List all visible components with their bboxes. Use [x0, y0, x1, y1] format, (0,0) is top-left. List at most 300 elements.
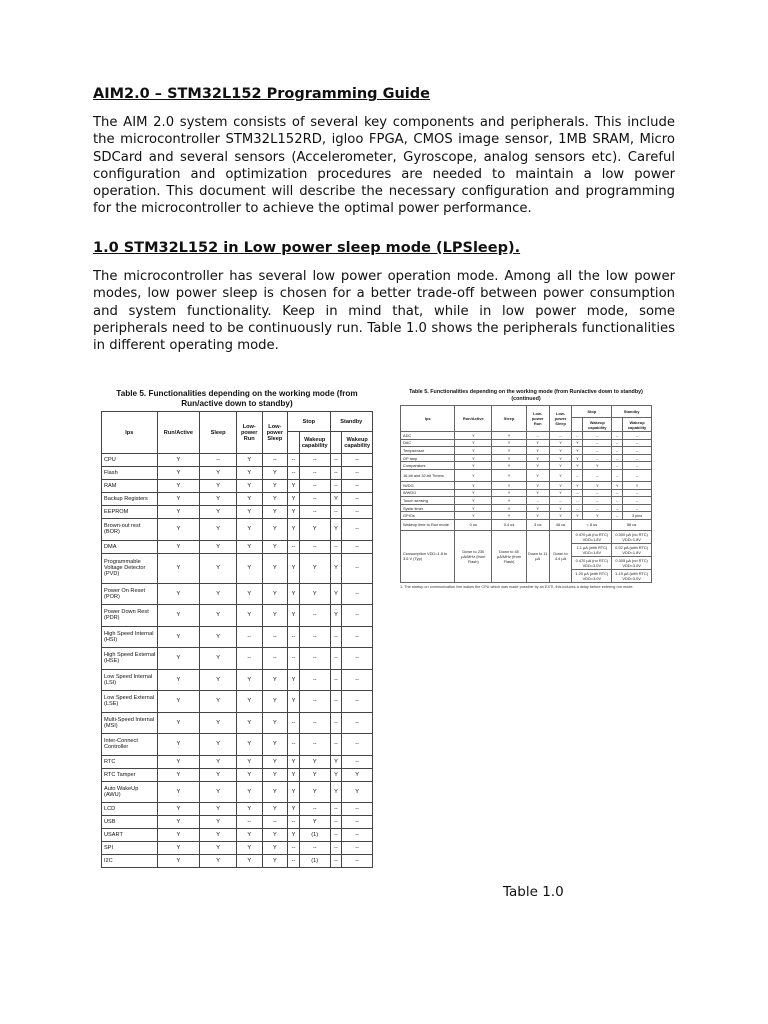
- t2-ip-cell: GPIOs: [401, 512, 455, 520]
- t1-cell: Y: [288, 768, 300, 781]
- wakeup-sleep: 0.4 us: [492, 519, 527, 530]
- t1-cell: Y: [299, 755, 330, 768]
- t1-cell: Y: [236, 583, 262, 605]
- th-stop-wakeup: Wakeup capability: [299, 432, 330, 454]
- t1-row: [102, 829, 373, 842]
- t1-row: [102, 605, 373, 627]
- t1-cell: --: [299, 540, 330, 553]
- t2-cell: Y: [492, 462, 527, 470]
- t1-cell: --: [342, 519, 373, 541]
- t1-ip-cell: USART: [102, 829, 158, 842]
- t1-cell: Y: [236, 842, 262, 855]
- t2-cell: Y: [455, 454, 492, 462]
- t1-cell: --: [330, 648, 342, 670]
- t1-cell: --: [330, 816, 342, 829]
- t1-cell: --: [299, 734, 330, 756]
- t2-cell: Y: [492, 481, 527, 489]
- t2-cell: Y: [492, 439, 527, 447]
- t1-cell: Y: [200, 493, 237, 506]
- t2-ip-cell: Touch sensing: [401, 497, 455, 505]
- t2-ip-cell: Tempsensor: [401, 447, 455, 455]
- th2-ips: Ips: [401, 406, 455, 432]
- t1-cell: Y: [200, 691, 237, 713]
- table-left-title: Table 5. Functionalities depending on the working mode (from Run/active down to standby): [116, 389, 358, 408]
- t1-cell: Y: [299, 553, 330, 583]
- t1-cell: --: [288, 855, 300, 868]
- t2-cell: --: [583, 469, 612, 481]
- t2-cell: Y: [549, 489, 572, 497]
- t1-cell: Y: [200, 755, 237, 768]
- th2-stop-wakeup: Wakeup capability: [583, 418, 612, 432]
- t2-cell: --: [623, 447, 652, 455]
- t1-cell: --: [299, 626, 330, 648]
- t2-row: [401, 504, 652, 512]
- t1-cell: Y: [200, 519, 237, 541]
- t2-cell: --: [612, 454, 623, 462]
- t1-cell: Y: [200, 553, 237, 583]
- t2-cell: Y: [549, 469, 572, 481]
- th2-run: Run/Active: [455, 406, 492, 432]
- t1-cell: --: [288, 712, 300, 734]
- t1-cell: --: [330, 480, 342, 493]
- th-lprun: Low-power Run: [236, 412, 262, 454]
- t2-cell: Y: [455, 504, 492, 512]
- t1-cell: Y: [157, 583, 200, 605]
- t1-cell: Y: [157, 691, 200, 713]
- th-standby-wakeup: Wakeup capability: [342, 432, 373, 454]
- t2-cell: Y: [526, 447, 549, 455]
- t2-ip-cell: WWDG: [401, 489, 455, 497]
- t1-cell: --: [342, 454, 373, 467]
- t1-ip-cell: RAM: [102, 480, 158, 493]
- t2-cell: --: [572, 469, 583, 481]
- t1-cell: Y: [288, 493, 300, 506]
- t2-cell: --: [583, 432, 612, 440]
- th-stop-blank: [288, 432, 300, 454]
- t1-cell: --: [330, 669, 342, 691]
- t1-cell: (1): [299, 829, 330, 842]
- t1-cell: Y: [236, 605, 262, 627]
- t2-ip-cell: DAC: [401, 439, 455, 447]
- t1-cell: --: [330, 691, 342, 713]
- t1-cell: Y: [288, 803, 300, 816]
- t1-cell: Y: [157, 803, 200, 816]
- t1-cell: Y: [288, 480, 300, 493]
- t1-cell: Y: [288, 519, 300, 541]
- t1-cell: --: [299, 454, 330, 467]
- t1-cell: --: [342, 669, 373, 691]
- t1-cell: Y: [288, 553, 300, 583]
- t1-cell: Y: [200, 648, 237, 670]
- t1-row: [102, 768, 373, 781]
- t1-ip-cell: Power Down Rest (PDR): [102, 605, 158, 627]
- t1-cell: --: [330, 467, 342, 480]
- t1-cell: Y: [262, 467, 288, 480]
- t1-cell: Y: [200, 605, 237, 627]
- t2-row: [401, 447, 652, 455]
- t1-cell: Y: [157, 768, 200, 781]
- t1-row: [102, 467, 373, 480]
- consumption-stop-3: 0.470 µA (no RTC) VDD=3.0V: [572, 556, 612, 569]
- t1-cell: Y: [288, 829, 300, 842]
- t1-cell: Y: [157, 493, 200, 506]
- table-caption: Table 1.0: [503, 884, 564, 900]
- t2-cell: Y: [549, 504, 572, 512]
- consumption-run: Down to 230 µA/MHz (from Flash): [455, 530, 492, 582]
- t1-ip-cell: Auto WakeUp (AWU): [102, 781, 158, 803]
- t1-cell: Y: [200, 712, 237, 734]
- t1-cell: Y: [330, 755, 342, 768]
- t1-cell: Y: [200, 855, 237, 868]
- t1-cell: Y: [262, 605, 288, 627]
- t1-cell: --: [342, 626, 373, 648]
- wakeup-stop: < 8 us: [572, 519, 612, 530]
- t2-cell: Y: [549, 447, 572, 455]
- t1-cell: --: [299, 669, 330, 691]
- t1-cell: Y: [157, 480, 200, 493]
- wakeup-standby: 58 us: [612, 519, 652, 530]
- t1-cell: --: [342, 540, 373, 553]
- consumption-standby-2: 0.92 µA (with RTC) VDD=1.8V: [612, 543, 652, 556]
- t1-cell: Y: [262, 691, 288, 713]
- t1-row: [102, 648, 373, 670]
- t2-row: [401, 432, 652, 440]
- t1-cell: Y: [200, 467, 237, 480]
- t2-cell: Y: [549, 481, 572, 489]
- t2-cell: --: [612, 462, 623, 470]
- t2-cell: --: [612, 447, 623, 455]
- t1-row: [102, 540, 373, 553]
- t1-cell: Y: [236, 691, 262, 713]
- t1-cell: --: [330, 506, 342, 519]
- t2-cell: Y: [549, 462, 572, 470]
- t2-cell: --: [623, 432, 652, 440]
- t1-cell: Y: [200, 480, 237, 493]
- consumption-lpsleep: Down to 4.4 µA: [549, 530, 572, 582]
- t2-cell: Y: [455, 439, 492, 447]
- t1-ip-cell: Backup Registers: [102, 493, 158, 506]
- t1-cell: Y: [262, 519, 288, 541]
- t2-cell: --: [612, 469, 623, 481]
- t1-cell: Y: [262, 712, 288, 734]
- t2-cell: Y: [572, 439, 583, 447]
- t2-cell: Y: [549, 512, 572, 520]
- t1-cell: --: [299, 842, 330, 855]
- t2-row: [401, 462, 652, 470]
- t1-cell: Y: [262, 842, 288, 855]
- t2-cell: --: [583, 439, 612, 447]
- th-ips: Ips: [102, 412, 158, 454]
- t1-cell: Y: [157, 467, 200, 480]
- t1-ip-cell: EEPROM: [102, 506, 158, 519]
- t2-cell: Y: [492, 512, 527, 520]
- table-left: [101, 411, 373, 868]
- t1-cell: Y: [262, 493, 288, 506]
- t1-cell: Y: [200, 803, 237, 816]
- t1-cell: --: [342, 712, 373, 734]
- t2-cell: Y: [572, 454, 583, 462]
- t2-cell: Y: [526, 469, 549, 481]
- th-lpsleep: Low-power Sleep: [262, 412, 288, 454]
- t1-cell: --: [288, 454, 300, 467]
- t1-cell: --: [342, 755, 373, 768]
- t2-cell: --: [623, 497, 652, 505]
- t2-cell: --: [612, 489, 623, 497]
- t2-cell: Y: [492, 497, 527, 505]
- t1-cell: Y: [157, 605, 200, 627]
- t1-cell: Y: [200, 816, 237, 829]
- t1-cell: Y: [288, 781, 300, 803]
- t2-cell: Y: [572, 447, 583, 455]
- th2-stop-blank: [572, 418, 583, 432]
- t1-cell: Y: [200, 781, 237, 803]
- t1-cell: --: [342, 829, 373, 842]
- consumption-standby-4: 1.15 µA (with RTC) VDD=3.0V: [612, 569, 652, 582]
- t1-row: [102, 454, 373, 467]
- t1-cell: Y: [299, 583, 330, 605]
- t1-cell: Y: [157, 712, 200, 734]
- t1-cell: --: [342, 803, 373, 816]
- t1-cell: Y: [262, 803, 288, 816]
- t1-cell: Y: [236, 467, 262, 480]
- t1-cell: --: [330, 712, 342, 734]
- t1-cell: --: [299, 803, 330, 816]
- wakeup-lpsleep: 46 us: [549, 519, 572, 530]
- t1-cell: --: [288, 626, 300, 648]
- t2-cell: Y: [623, 481, 652, 489]
- th2-standby-wakeup: Wakeup capability: [623, 418, 652, 432]
- t1-cell: Y: [330, 605, 342, 627]
- t2-cell: Y: [583, 462, 612, 470]
- t1-cell: Y: [236, 553, 262, 583]
- t1-cell: --: [299, 480, 330, 493]
- t1-cell: --: [288, 842, 300, 855]
- t2-ip-cell: IWDG: [401, 481, 455, 489]
- t2-cell: 3 pins: [623, 512, 652, 520]
- t1-cell: Y: [342, 781, 373, 803]
- th-run: Run/Active: [157, 412, 200, 454]
- t1-cell: Y: [157, 816, 200, 829]
- functionalities-table-left: [101, 389, 373, 868]
- t1-cell: --: [299, 712, 330, 734]
- t1-row: [102, 734, 373, 756]
- t1-cell: Y: [262, 583, 288, 605]
- t1-cell: --: [330, 842, 342, 855]
- t2-cell: Y: [455, 447, 492, 455]
- t2-cell: Y: [549, 454, 572, 462]
- t1-cell: Y: [299, 768, 330, 781]
- t1-cell: Y: [157, 755, 200, 768]
- t2-cell: --: [623, 439, 652, 447]
- t2-row: [401, 469, 652, 481]
- t1-cell: Y: [236, 540, 262, 553]
- t1-cell: --: [342, 467, 373, 480]
- t1-cell: Y: [157, 540, 200, 553]
- t1-ip-cell: LCD: [102, 803, 158, 816]
- t2-cell: Y: [572, 512, 583, 520]
- t2-cell: Y: [492, 469, 527, 481]
- t1-cell: --: [342, 553, 373, 583]
- t1-cell: Y: [236, 755, 262, 768]
- table-right-body: [401, 432, 652, 520]
- t1-cell: Y: [157, 829, 200, 842]
- t2-ip-cell: ADC: [401, 432, 455, 440]
- t1-cell: Y: [330, 781, 342, 803]
- t1-cell: Y: [200, 626, 237, 648]
- t2-ip-cell: OP amp: [401, 454, 455, 462]
- t1-ip-cell: Power On Reset (POR): [102, 583, 158, 605]
- t1-cell: --: [288, 540, 300, 553]
- t1-cell: Y: [157, 519, 200, 541]
- t2-cell: --: [623, 462, 652, 470]
- consumption-stop-1: 0.470 µA (no RTC) VDD=1.8V: [572, 530, 612, 543]
- t1-cell: Y: [262, 553, 288, 583]
- t1-ip-cell: Multi-Speed Internal (MSI): [102, 712, 158, 734]
- t1-cell: --: [236, 626, 262, 648]
- t2-cell: --: [549, 497, 572, 505]
- consumption-stop-4: 1.20 µA (with RTC) VDD=3.0V: [572, 569, 612, 582]
- document-title: AIM2.0 – STM32L152 Programming Guide: [93, 86, 430, 102]
- t1-row: [102, 803, 373, 816]
- t1-row: [102, 842, 373, 855]
- t1-cell: Y: [262, 855, 288, 868]
- t2-cell: --: [572, 489, 583, 497]
- t1-cell: Y: [200, 540, 237, 553]
- t2-cell: Y: [492, 454, 527, 462]
- table-right-footnote: 1. The startup on communication line wakes the CPU which was made possible by an EXTI, this induces a delay before entering run mode.: [400, 584, 634, 589]
- t1-cell: --: [200, 454, 237, 467]
- t1-cell: Y: [200, 669, 237, 691]
- wakeup-time-row: [401, 519, 652, 530]
- t1-cell: --: [299, 493, 330, 506]
- t2-cell: --: [623, 469, 652, 481]
- th-standby-blank: [330, 432, 342, 454]
- t2-cell: Y: [492, 504, 527, 512]
- t1-cell: --: [299, 691, 330, 713]
- t1-ip-cell: RTC: [102, 755, 158, 768]
- t2-cell: Y: [583, 481, 612, 489]
- t1-ip-cell: USB: [102, 816, 158, 829]
- t1-cell: --: [342, 605, 373, 627]
- intro-paragraph: The AIM 2.0 system consists of several key components and peripherals. This include the microcontroller STM32L152RD, igloo FPGA, CMOS image sensor, 1MB SRAM, Micro SDCard and several sensors (Accelerometer, Gyroscope, analog sensors etc). Careful configuration and optimization procedures are needed to maintain a low power operation. This document will describe the necessary configuration and programming for the microcontroller to achieve the optimal power performance.: [93, 115, 675, 217]
- t1-cell: Y: [288, 669, 300, 691]
- t1-cell: Y: [262, 480, 288, 493]
- t1-cell: Y: [299, 816, 330, 829]
- t2-cell: Y: [455, 489, 492, 497]
- t1-cell: Y: [330, 768, 342, 781]
- t1-cell: --: [330, 540, 342, 553]
- t1-cell: Y: [236, 454, 262, 467]
- t1-cell: Y: [236, 712, 262, 734]
- t1-cell: Y: [157, 781, 200, 803]
- t1-ip-cell: Low Speed External (LSE): [102, 691, 158, 713]
- th2-standby-blank: [612, 418, 623, 432]
- t1-cell: --: [299, 648, 330, 670]
- th2-standby: Standby: [612, 406, 652, 418]
- t2-cell: Y: [526, 454, 549, 462]
- t1-cell: Y: [236, 506, 262, 519]
- t1-row: [102, 691, 373, 713]
- t2-cell: --: [623, 454, 652, 462]
- t1-cell: Y: [157, 454, 200, 467]
- t1-ip-cell: High Speed External (HSE): [102, 648, 158, 670]
- t1-cell: Y: [157, 842, 200, 855]
- t2-cell: Y: [526, 512, 549, 520]
- th-sleep: Sleep: [200, 412, 237, 454]
- t2-cell: Y: [572, 462, 583, 470]
- t2-cell: --: [583, 504, 612, 512]
- t2-row: [401, 481, 652, 489]
- t1-ip-cell: CPU: [102, 454, 158, 467]
- consumption-sleep: Down to 45 µA/MHz (from Flash): [492, 530, 527, 582]
- table-left-body: [102, 454, 373, 868]
- t1-row: [102, 506, 373, 519]
- th2-lprun: Low-power Run: [526, 406, 549, 432]
- t1-cell: Y: [288, 506, 300, 519]
- t2-cell: Y: [583, 512, 612, 520]
- t2-ip-cell: Comparators: [401, 462, 455, 470]
- consumption-label: Consumption VDD=1.8 to 3.6 V (Typ): [401, 530, 455, 582]
- t2-cell: --: [572, 432, 583, 440]
- t1-ip-cell: RTC Tamper: [102, 768, 158, 781]
- t1-cell: --: [342, 506, 373, 519]
- t2-cell: Y: [612, 481, 623, 489]
- t2-cell: --: [583, 454, 612, 462]
- t1-row: [102, 519, 373, 541]
- t1-cell: --: [342, 691, 373, 713]
- t1-cell: --: [342, 855, 373, 868]
- t1-cell: --: [330, 454, 342, 467]
- t1-cell: --: [299, 605, 330, 627]
- t1-cell: Y: [262, 755, 288, 768]
- t1-cell: (1): [299, 855, 330, 868]
- t1-cell: Y: [330, 493, 342, 506]
- t1-cell: Y: [157, 734, 200, 756]
- t1-cell: Y: [299, 781, 330, 803]
- t1-cell: --: [330, 855, 342, 868]
- wakeup-label: Wakeup time to Run mode: [401, 519, 455, 530]
- t1-cell: Y: [262, 829, 288, 842]
- t2-cell: --: [572, 504, 583, 512]
- t1-cell: --: [262, 454, 288, 467]
- t2-cell: --: [583, 497, 612, 505]
- t1-ip-cell: Low Speed Internal (LSI): [102, 669, 158, 691]
- t1-cell: Y: [236, 829, 262, 842]
- th-standby: Standby: [330, 412, 372, 432]
- t1-cell: Y: [200, 734, 237, 756]
- t2-ip-cell: Systic timer: [401, 504, 455, 512]
- t2-cell: Y: [526, 481, 549, 489]
- t1-cell: Y: [200, 506, 237, 519]
- t1-row: [102, 493, 373, 506]
- t1-cell: Y: [200, 583, 237, 605]
- table-right-footer: [401, 519, 652, 582]
- t1-cell: Y: [157, 855, 200, 868]
- t2-cell: Y: [492, 447, 527, 455]
- t2-row: [401, 497, 652, 505]
- t1-cell: Y: [262, 506, 288, 519]
- t2-row: [401, 454, 652, 462]
- t2-cell: --: [583, 447, 612, 455]
- t1-cell: --: [288, 734, 300, 756]
- t1-cell: Y: [236, 781, 262, 803]
- consumption-standby-1: 0.300 µA (no RTC) VDD=1.8V: [612, 530, 652, 543]
- t1-cell: --: [299, 506, 330, 519]
- t2-cell: Y: [549, 439, 572, 447]
- t1-ip-cell: Programmable Voltage Detector (PVD): [102, 553, 158, 583]
- t1-row: [102, 480, 373, 493]
- t1-cell: --: [342, 480, 373, 493]
